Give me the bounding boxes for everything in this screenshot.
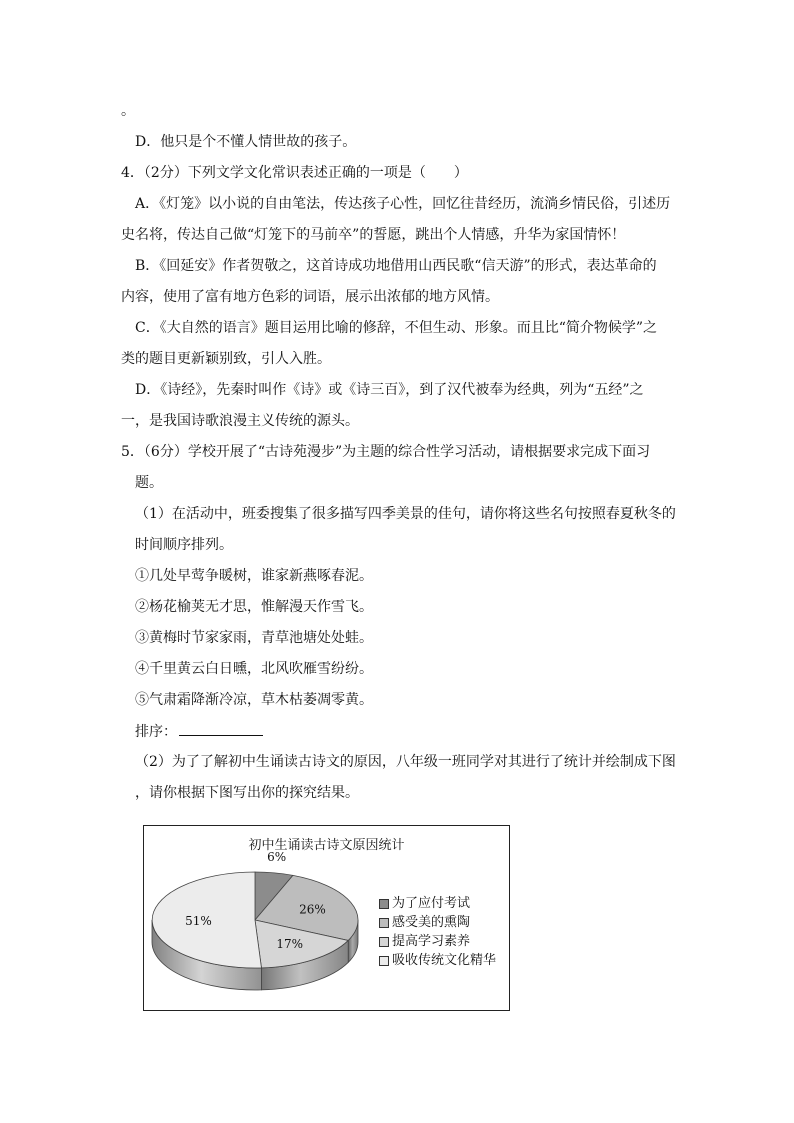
verse-2: ②杨花榆荚无才思，惟解漫天作雪飞。 xyxy=(135,599,373,615)
legend-item-exam xyxy=(379,894,496,913)
continuation-punctuation: 。 xyxy=(121,103,135,119)
option-4d-line-2: 一，是我国诗歌浪漫主义传统的源头。 xyxy=(121,413,359,429)
legend-label-culture: 吸收传统文化精华 xyxy=(392,953,497,968)
legend-swatch-literacy xyxy=(379,937,389,947)
legend-swatch-beauty xyxy=(379,918,389,928)
order-label: 排序： xyxy=(135,724,177,740)
pie-label-1: 26% xyxy=(299,902,326,917)
legend-item-beauty xyxy=(379,913,496,932)
verse-5: ⑤气肃霜降渐冷凉，草木枯萎凋零黄。 xyxy=(135,692,373,708)
pie-chart-figure xyxy=(143,825,510,1011)
question-5-line-1: 5．（6分）学校开展了“古诗苑漫步”为主题的综合性学习活动，请根据要求完成下面习 xyxy=(121,444,651,460)
legend-swatch-culture xyxy=(379,956,389,966)
subquestion-1-line-1: （1）在活动中，班委搜集了很多描写四季美景的佳句，请你将这些名句按照春夏秋冬的 xyxy=(135,506,676,522)
pie-label-0: 6% xyxy=(267,850,287,865)
option-4a-line-2: 史名将，传达自己做“灯笼下的马前卒”的誓愿，跳出个人情感，升华为家国情怀！ xyxy=(121,227,626,243)
option-3d: D．他只是个不懂人情世故的孩子。 xyxy=(135,134,357,150)
pie-label-2: 17% xyxy=(276,936,304,951)
option-4d-line-1: D．《诗经》，先秦时叫作《诗》或《诗三百》，到了汉代被奉为经典，列为“五经”之 xyxy=(135,382,644,398)
question-4: 4．（2分）下列文学文化常识表述正确的一项是（ ） xyxy=(121,165,468,181)
legend-label-exam: 为了应付考试 xyxy=(392,896,471,911)
subquestion-2-line-1: （2）为了了解初中生诵读古诗文的原因，八年级一班同学对其进行了统计并绘制成下图 xyxy=(135,754,676,770)
option-4c-line-2: 类的题目更新颖别致，引人入胜。 xyxy=(121,351,331,367)
verse-4: ④千里黄云白日曛，北风吹雁雪纷纷。 xyxy=(135,661,373,677)
option-4a-line-1: A．《灯笼》以小说的自由笔法，传达孩子心性，回忆往昔经历，流淌乡情民俗，引述历 xyxy=(135,196,671,212)
option-4b-line-1: B．《回延安》作者贺敬之，这首诗成功地借用山西民歌“信天游”的形式，表达革命的 xyxy=(135,258,657,274)
chart-legend xyxy=(379,894,496,970)
verse-1: ①几处早莺争暖树，谁家新燕啄春泥。 xyxy=(135,568,373,584)
legend-label-beauty: 感受美的熏陶 xyxy=(392,915,471,930)
subquestion-2-line-2: ，请你根据下图写出你的探究结果。 xyxy=(135,785,359,801)
question-5-line-2: 题。 xyxy=(135,475,163,491)
answer-blank[interactable] xyxy=(179,721,263,736)
verse-3: ③黄梅时节家家雨，青草池塘处处蛙。 xyxy=(135,630,373,646)
legend-item-culture xyxy=(379,951,496,970)
option-4c-line-1: C．《大自然的语言》题目运用比喻的修辞，不但生动、形象。而且比“简介物候学”之 xyxy=(135,320,658,336)
legend-item-literacy xyxy=(379,932,496,951)
chart-title: 初中生诵读古诗文原因统计 xyxy=(248,838,405,853)
subquestion-1-line-2: 时间顺序排列。 xyxy=(135,537,233,553)
order-answer-line xyxy=(135,721,263,742)
legend-swatch-exam xyxy=(379,899,389,909)
legend-label-literacy: 提高学习素养 xyxy=(392,934,471,949)
pie-label-3: 51% xyxy=(185,913,212,928)
option-4b-line-2: 内容，使用了富有地方色彩的词语，展示出浓郁的地方风情。 xyxy=(121,289,499,305)
